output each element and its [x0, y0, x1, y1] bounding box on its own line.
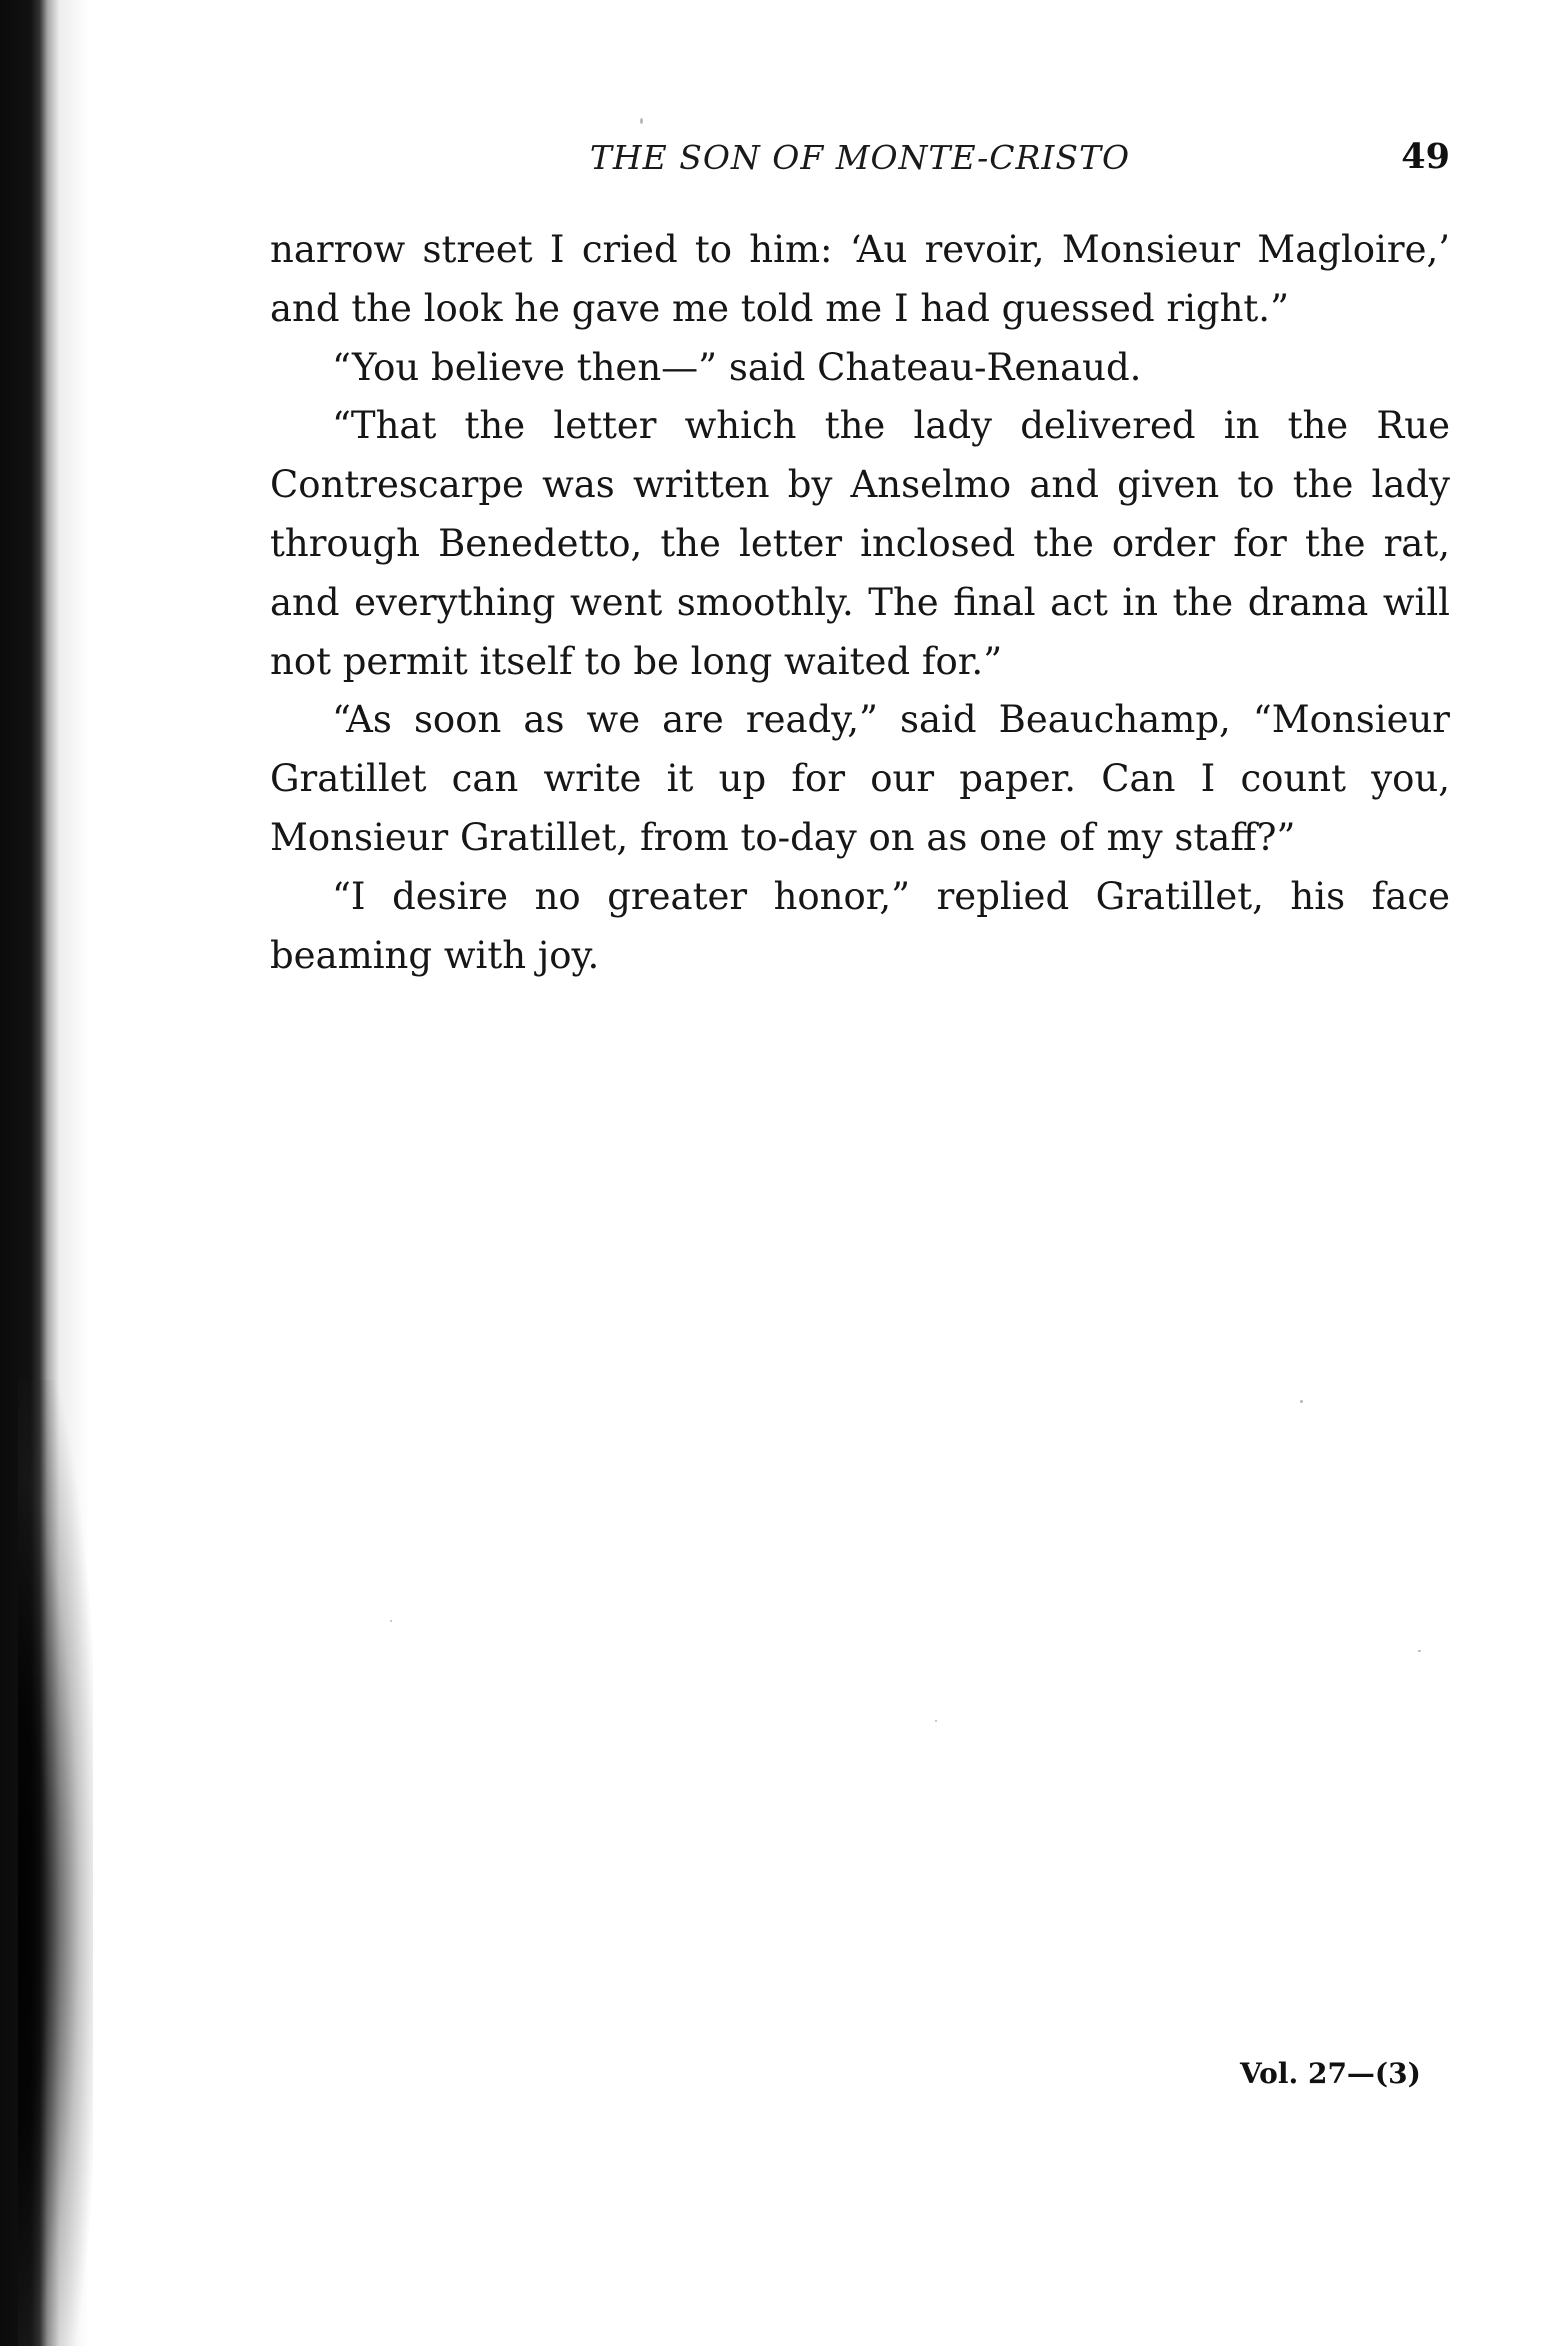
- signature-mark: Vol. 27—(3): [1240, 2057, 1421, 2090]
- page-header: [270, 136, 1450, 186]
- paper-speck: [1300, 1400, 1303, 1403]
- paper-speck: [640, 118, 643, 124]
- paper-speck: [390, 1620, 392, 1622]
- binding-shadow-lower: [18, 1380, 93, 2346]
- paragraph: narrow street I cried to him: ‘Au revoir, Monsieur Magloire,’ and the look he gave me told me I had guessed right.”: [270, 228, 1450, 330]
- paragraph: “You believe then—” said Chateau-Renaud.: [332, 345, 1142, 389]
- paper-speck: [935, 1720, 937, 1722]
- paragraph: “I desire no greater honor,” replied Gratillet, his face beaming with joy.: [270, 874, 1450, 977]
- running-title: THE SON OF MONTE-CRISTO: [589, 138, 1131, 177]
- paragraph: “As soon as we are ready,” said Beauchamp, “Monsieur Gratillet can write it up for our paper. Can I count you, Monsieur Gratillet, from to-day on as one of my staff?”: [270, 698, 1450, 859]
- paper-speck: [1418, 1650, 1421, 1652]
- page-number: 49: [1401, 136, 1450, 177]
- body-text: [270, 221, 1450, 985]
- paragraph: “That the letter which the lady delivered in the Rue Contrescarpe was written by Anselmo and given to the lady through Benedetto, the letter inclosed the order for the rat, and everything went smoothly. The final act in the drama will not permit itself to be long waited for.”: [270, 404, 1450, 683]
